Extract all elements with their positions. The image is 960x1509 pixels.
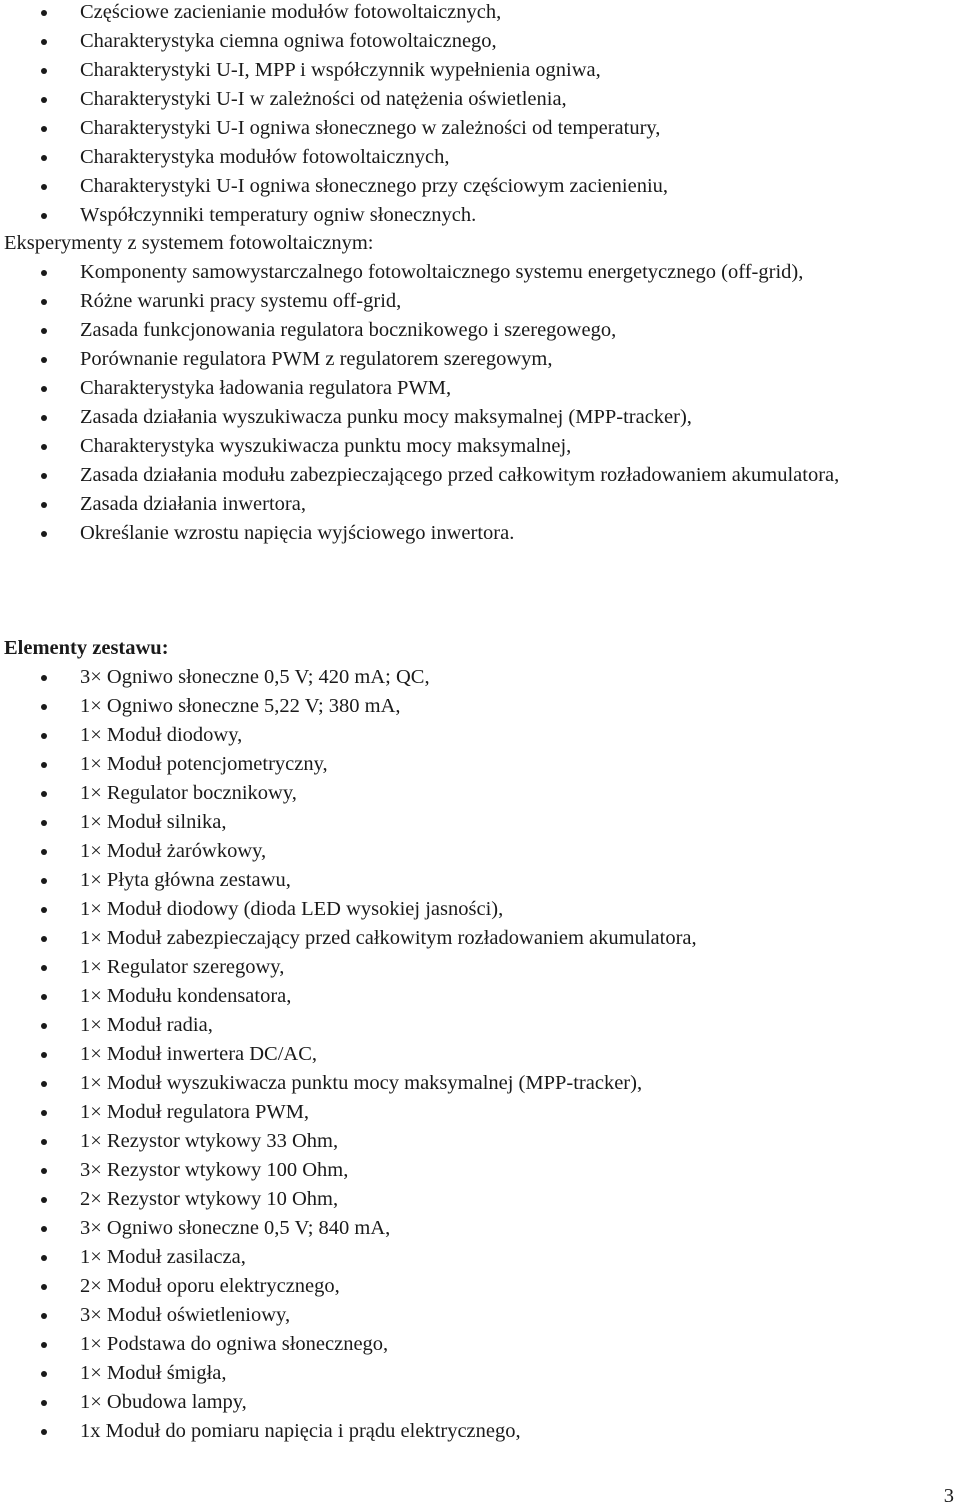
list-item-text: Komponenty samowystarczalnego fotowoltaicznego systemu energetycznego (off-grid), bbox=[80, 261, 804, 283]
bullet-icon bbox=[41, 328, 47, 334]
list-item-text: Określanie wzrostu napięcia wyjściowego inwertora. bbox=[80, 522, 515, 544]
list-item bbox=[0, 172, 960, 201]
list-item-text: Zasada działania wyszukiwacza punku mocy maksymalnej (MPP-tracker), bbox=[80, 406, 692, 428]
list-item-text: Charakterystyki U-I w zależności od natężenia oświetlenia, bbox=[80, 88, 567, 110]
kit-list bbox=[0, 663, 960, 1446]
list-item-text: Charakterystyki U-I ogniwa słonecznego przy częściowym zacienieniu, bbox=[80, 175, 669, 197]
list-item bbox=[0, 114, 960, 143]
list-item bbox=[0, 258, 960, 287]
list-item bbox=[0, 56, 960, 85]
list-item bbox=[0, 1011, 960, 1040]
bullet-icon bbox=[41, 820, 47, 826]
list-item bbox=[0, 374, 960, 403]
list-item bbox=[0, 316, 960, 345]
list-item bbox=[0, 866, 960, 895]
list-item bbox=[0, 27, 960, 56]
bullet-icon bbox=[41, 126, 47, 132]
list-item-text: Różne warunki pracy systemu off-grid, bbox=[80, 290, 402, 312]
list-item bbox=[0, 201, 960, 230]
list-item-text: Współczynniki temperatury ogniw słonecznych. bbox=[80, 204, 477, 226]
list-item bbox=[0, 1040, 960, 1069]
bullet-icon bbox=[41, 994, 47, 1000]
list-item-text: 1× Moduł diodowy (dioda LED wysokiej jasności), bbox=[80, 898, 504, 920]
bullet-icon bbox=[41, 762, 47, 768]
list-item bbox=[0, 490, 960, 519]
bullet-icon bbox=[41, 473, 47, 479]
list-item bbox=[0, 1301, 960, 1330]
list-item-text: 1× Płyta główna zestawu, bbox=[80, 869, 291, 891]
list-item-text: 3× Ogniwo słoneczne 0,5 V; 840 mA, bbox=[80, 1217, 391, 1239]
list-item-text: 2× Moduł oporu elektrycznego, bbox=[80, 1275, 340, 1297]
bullet-icon bbox=[41, 39, 47, 45]
bullet-icon bbox=[41, 444, 47, 450]
bullet-icon bbox=[41, 502, 47, 508]
list-item-text: 3× Ogniwo słoneczne 0,5 V; 420 mA; QC, bbox=[80, 666, 430, 688]
bullet-icon bbox=[41, 1139, 47, 1145]
list-item bbox=[0, 1359, 960, 1388]
kit-heading: Elementy zestawu: bbox=[4, 637, 169, 659]
bullet-icon bbox=[41, 1226, 47, 1232]
list-item bbox=[0, 982, 960, 1011]
bullet-icon bbox=[41, 97, 47, 103]
list-item bbox=[0, 692, 960, 721]
list-item-text: 1× Moduł inwertera DC/AC, bbox=[80, 1043, 318, 1065]
experiments-list bbox=[0, 258, 960, 548]
intro-list bbox=[0, 0, 960, 230]
list-item-text: Charakterystyka ładowania regulatora PWM, bbox=[80, 377, 452, 399]
list-item-text: 1× Moduł zabezpieczający przed całkowitym rozładowaniem akumulatora, bbox=[80, 927, 697, 949]
bullet-icon bbox=[41, 1255, 47, 1261]
bullet-icon bbox=[41, 531, 47, 537]
bullet-icon bbox=[41, 213, 47, 219]
bullet-icon bbox=[41, 184, 47, 190]
list-item bbox=[0, 779, 960, 808]
list-item bbox=[0, 1127, 960, 1156]
list-item-text: 3× Moduł oświetleniowy, bbox=[80, 1304, 291, 1326]
bullet-icon bbox=[41, 704, 47, 710]
list-item-text: Zasada funkcjonowania regulatora bocznikowego i szeregowego, bbox=[80, 319, 617, 341]
list-item bbox=[0, 85, 960, 114]
list-item bbox=[0, 924, 960, 953]
list-item bbox=[0, 837, 960, 866]
list-item bbox=[0, 345, 960, 374]
list-item-text: 1× Regulator bocznikowy, bbox=[80, 782, 297, 804]
bullet-icon bbox=[41, 849, 47, 855]
bullet-icon bbox=[41, 10, 47, 16]
list-item bbox=[0, 519, 960, 548]
list-item-text: Zasada działania modułu zabezpieczającego przed całkowitym rozładowaniem akumulatora, bbox=[80, 464, 840, 486]
bullet-icon bbox=[41, 386, 47, 392]
list-item bbox=[0, 1388, 960, 1417]
list-item-text: Zasada działania inwertora, bbox=[80, 493, 306, 515]
bullet-icon bbox=[41, 1023, 47, 1029]
bullet-icon bbox=[41, 791, 47, 797]
list-item-text: 1× Modułu kondensatora, bbox=[80, 985, 292, 1007]
bullet-icon bbox=[41, 1342, 47, 1348]
bullet-icon bbox=[41, 155, 47, 161]
bullet-icon bbox=[41, 1371, 47, 1377]
bullet-icon bbox=[41, 415, 47, 421]
list-item-text: 1× Moduł zasilacza, bbox=[80, 1246, 246, 1268]
list-item bbox=[0, 432, 960, 461]
bullet-icon bbox=[41, 1400, 47, 1406]
list-item bbox=[0, 1417, 960, 1446]
list-item bbox=[0, 663, 960, 692]
bullet-icon bbox=[41, 299, 47, 305]
list-item bbox=[0, 1069, 960, 1098]
bullet-icon bbox=[41, 357, 47, 363]
list-item bbox=[0, 1185, 960, 1214]
bullet-icon bbox=[41, 1313, 47, 1319]
list-item-text: 1× Moduł wyszukiwacza punktu mocy maksymalnej (MPP-tracker), bbox=[80, 1072, 643, 1094]
bullet-icon bbox=[41, 878, 47, 884]
bullet-icon bbox=[41, 1110, 47, 1116]
list-item-text: Charakterystyki U-I ogniwa słonecznego w zależności od temperatury, bbox=[80, 117, 661, 139]
list-item bbox=[0, 721, 960, 750]
list-item bbox=[0, 953, 960, 982]
bullet-icon bbox=[41, 1197, 47, 1203]
bullet-icon bbox=[41, 68, 47, 74]
list-item-text: 1× Rezystor wtykowy 33 Ohm, bbox=[80, 1130, 339, 1152]
bullet-icon bbox=[41, 1429, 47, 1435]
list-item-text: 1× Moduł regulatora PWM, bbox=[80, 1101, 310, 1123]
page-number: 3 bbox=[943, 1485, 954, 1507]
list-item bbox=[0, 143, 960, 172]
list-item-text: Charakterystyka wyszukiwacza punktu mocy maksymalnej, bbox=[80, 435, 572, 457]
list-item-text: 1× Moduł potencjometryczny, bbox=[80, 753, 328, 775]
bullet-icon bbox=[41, 1052, 47, 1058]
bullet-icon bbox=[41, 907, 47, 913]
bullet-icon bbox=[41, 1081, 47, 1087]
list-item bbox=[0, 1156, 960, 1185]
list-item-text: 1× Moduł silnika, bbox=[80, 811, 227, 833]
list-item-text: Charakterystyka modułów fotowoltaicznych, bbox=[80, 146, 450, 168]
list-item bbox=[0, 1272, 960, 1301]
list-item-text: Charakterystyka ciemna ogniwa fotowoltaicznego, bbox=[80, 30, 497, 52]
list-item-text: Porównanie regulatora PWM z regulatorem szeregowym, bbox=[80, 348, 553, 370]
bullet-icon bbox=[41, 1168, 47, 1174]
list-item bbox=[0, 895, 960, 924]
bullet-icon bbox=[41, 270, 47, 276]
list-item-text: 3× Rezystor wtykowy 100 Ohm, bbox=[80, 1159, 349, 1181]
list-item-text: 1× Moduł żarówkowy, bbox=[80, 840, 267, 862]
bullet-icon bbox=[41, 936, 47, 942]
list-item-text: 1× Podstawa do ogniwa słonecznego, bbox=[80, 1333, 389, 1355]
list-item bbox=[0, 0, 960, 27]
list-item-text: 1× Ogniwo słoneczne 5,22 V; 380 mA, bbox=[80, 695, 401, 717]
list-item bbox=[0, 1243, 960, 1272]
list-item-text: 1× Regulator szeregowy, bbox=[80, 956, 285, 978]
list-item bbox=[0, 750, 960, 779]
list-item bbox=[0, 403, 960, 432]
list-item-text: 1x Moduł do pomiaru napięcia i prądu elektrycznego, bbox=[80, 1420, 521, 1442]
list-item bbox=[0, 808, 960, 837]
list-item-text: Częściowe zacienianie modułów fotowoltaicznych, bbox=[80, 1, 502, 23]
bullet-icon bbox=[41, 1284, 47, 1290]
list-item-text: 1× Obudowa lampy, bbox=[80, 1391, 247, 1413]
bullet-icon bbox=[41, 675, 47, 681]
list-item-text: Charakterystyki U-I, MPP i współczynnik wypełnienia ogniwa, bbox=[80, 59, 601, 81]
list-item-text: 2× Rezystor wtykowy 10 Ohm, bbox=[80, 1188, 339, 1210]
list-item-text: 1× Moduł śmigła, bbox=[80, 1362, 227, 1384]
list-item bbox=[0, 1214, 960, 1243]
list-item bbox=[0, 461, 960, 490]
list-item bbox=[0, 1330, 960, 1359]
list-item-text: 1× Moduł radia, bbox=[80, 1014, 213, 1036]
bullet-icon bbox=[41, 733, 47, 739]
experiments-heading: Eksperymenty z systemem fotowoltaicznym: bbox=[4, 232, 374, 254]
bullet-icon bbox=[41, 965, 47, 971]
list-item bbox=[0, 287, 960, 316]
list-item-text: 1× Moduł diodowy, bbox=[80, 724, 243, 746]
list-item bbox=[0, 1098, 960, 1127]
